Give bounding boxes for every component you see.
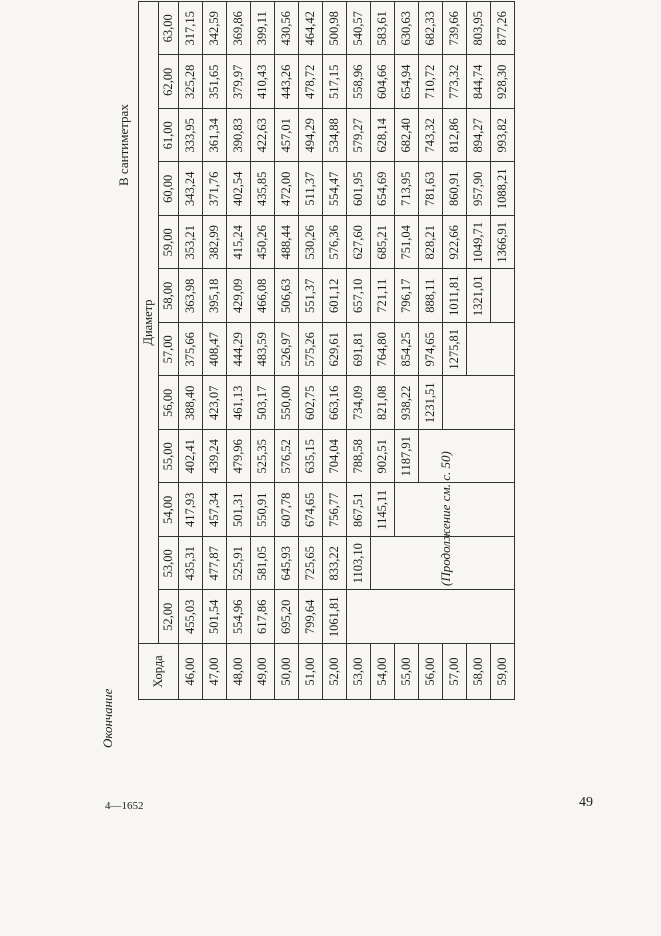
- table-cell: [419, 590, 443, 644]
- diameter-value-header: 58,00: [159, 269, 179, 323]
- table-cell: 1103,10: [347, 537, 371, 591]
- table-cell: 402,54: [227, 162, 251, 216]
- table-cell: 854,25: [395, 323, 419, 377]
- table-cell: 450,26: [251, 216, 275, 270]
- table-cell: 682,40: [395, 109, 419, 163]
- table-cell: 902,51: [371, 430, 395, 484]
- chord-value-cell: 58,00: [467, 644, 491, 700]
- chord-value-cell: 51,00: [299, 644, 323, 700]
- table-cell: 674,65: [299, 483, 323, 537]
- table-cell: 627,60: [347, 216, 371, 270]
- table-cell: 558,96: [347, 55, 371, 109]
- table-cell: 554,47: [323, 162, 347, 216]
- chord-header: Хорда: [139, 644, 179, 700]
- table-cell: 821,08: [371, 376, 395, 430]
- table-cell: 444,29: [227, 323, 251, 377]
- table-cell: 455,03: [179, 590, 203, 644]
- table-cell: 435,85: [251, 162, 275, 216]
- table-cell: 604,66: [371, 55, 395, 109]
- table-cell: 860,91: [443, 162, 467, 216]
- table-cell: 888,11: [419, 269, 443, 323]
- chord-value-cell: 48,00: [227, 644, 251, 700]
- table-cell: 704,04: [323, 430, 347, 484]
- table-row: [371, 2, 395, 700]
- diameter-value-header: 52,00: [159, 590, 179, 644]
- page-number: 49: [579, 795, 593, 810]
- table-cell: 371,76: [203, 162, 227, 216]
- ending-label: Окончание: [100, 688, 115, 748]
- table-cell: 415,24: [227, 216, 251, 270]
- table-cell: 756,77: [323, 483, 347, 537]
- table-cell: 602,75: [299, 376, 323, 430]
- table-cell: 713,95: [395, 162, 419, 216]
- table-cell: [467, 323, 491, 377]
- table-cell: 635,15: [299, 430, 323, 484]
- table-cell: 657,10: [347, 269, 371, 323]
- table-cell: 579,27: [347, 109, 371, 163]
- table-cell: 395,18: [203, 269, 227, 323]
- print-code: 4—1652: [105, 800, 144, 812]
- table-cell: 435,31: [179, 537, 203, 591]
- table-cell: 1275,81: [443, 323, 467, 377]
- table-cell: 457,34: [203, 483, 227, 537]
- table-row: [323, 2, 347, 700]
- table-row: [443, 2, 467, 700]
- table-cell: 764,80: [371, 323, 395, 377]
- table-cell: 993,82: [491, 109, 515, 163]
- table-cell: [491, 430, 515, 484]
- table-cell: 601,12: [323, 269, 347, 323]
- table-cell: [491, 483, 515, 537]
- units-label: В сантиметрах: [116, 104, 131, 186]
- table-cell: 422,63: [251, 109, 275, 163]
- table-cell: 1049,71: [467, 216, 491, 270]
- table-cell: 369,86: [227, 2, 251, 56]
- table-cell: 654,94: [395, 55, 419, 109]
- table-cell: [491, 269, 515, 323]
- diameter-value-header: 59,00: [159, 216, 179, 270]
- chord-value-cell: 59,00: [491, 644, 515, 700]
- table-cell: 410,43: [251, 55, 275, 109]
- table-cell: [467, 376, 491, 430]
- table-cell: 583,61: [371, 2, 395, 56]
- table-cell: 844,74: [467, 55, 491, 109]
- table-cell: 1187,91: [395, 430, 419, 484]
- table-cell: 511,37: [299, 162, 323, 216]
- table-cell: 974,65: [419, 323, 443, 377]
- table-cell: 550,91: [251, 483, 275, 537]
- table-cell: 402,41: [179, 430, 203, 484]
- table-cell: 408,47: [203, 323, 227, 377]
- table-cell: 399,11: [251, 2, 275, 56]
- table-cell: [491, 590, 515, 644]
- table-cell: 601,95: [347, 162, 371, 216]
- table-cell: 617,86: [251, 590, 275, 644]
- table-cell: 812,86: [443, 109, 467, 163]
- table-cell: 461,13: [227, 376, 251, 430]
- table-cell: 721,11: [371, 269, 395, 323]
- table-cell: [467, 537, 491, 591]
- diameter-header: Диаметр: [139, 2, 159, 644]
- table-cell: 472,00: [275, 162, 299, 216]
- diameter-value-header: 57,00: [159, 323, 179, 377]
- table-cell: 526,97: [275, 323, 299, 377]
- table-cell: 685,21: [371, 216, 395, 270]
- table-cell: 1088,21: [491, 162, 515, 216]
- table-cell: 325,28: [179, 55, 203, 109]
- table-cell: 478,72: [299, 55, 323, 109]
- table-cell: 488,44: [275, 216, 299, 270]
- table-cell: 423,07: [203, 376, 227, 430]
- chord-value-cell: 57,00: [443, 644, 467, 700]
- chord-value-cell: 56,00: [419, 644, 443, 700]
- table-cell: 551,37: [299, 269, 323, 323]
- table-cell: 576,52: [275, 430, 299, 484]
- table-cell: 390,83: [227, 109, 251, 163]
- table-cell: 803,95: [467, 2, 491, 56]
- diameter-value-header: 53,00: [159, 537, 179, 591]
- table-cell: 429,09: [227, 269, 251, 323]
- table-cell: 725,65: [299, 537, 323, 591]
- table-cell: [491, 376, 515, 430]
- table-cell: 575,26: [299, 323, 323, 377]
- table-cell: 317,15: [179, 2, 203, 56]
- diameter-value-header: 62,00: [159, 55, 179, 109]
- table-cell: 417,93: [179, 483, 203, 537]
- chord-value-cell: 55,00: [395, 644, 419, 700]
- table-cell: 503,17: [251, 376, 275, 430]
- table-row: [467, 2, 491, 700]
- table-row: [491, 2, 515, 700]
- table-cell: 734,09: [347, 376, 371, 430]
- table-cell: 691,81: [347, 323, 371, 377]
- table-cell: 743,32: [419, 109, 443, 163]
- table-cell: 439,24: [203, 430, 227, 484]
- table-cell: 464,42: [299, 2, 323, 56]
- table-cell: 388,40: [179, 376, 203, 430]
- table-row: [251, 2, 275, 700]
- table-cell: 530,26: [299, 216, 323, 270]
- table-cell: 922,66: [443, 216, 467, 270]
- table-cell: [491, 537, 515, 591]
- table-cell: 654,69: [371, 162, 395, 216]
- table-cell: [491, 323, 515, 377]
- table-cell: 957,90: [467, 162, 491, 216]
- diameter-value-header: 56,00: [159, 376, 179, 430]
- table-cell: 534,88: [323, 109, 347, 163]
- table-cell: 466,08: [251, 269, 275, 323]
- table-row: [395, 2, 419, 700]
- table-cell: 629,61: [323, 323, 347, 377]
- chord-value-cell: 53,00: [347, 644, 371, 700]
- table-cell: [395, 590, 419, 644]
- chord-value-cell: 49,00: [251, 644, 275, 700]
- table-cell: 375,66: [179, 323, 203, 377]
- table-cell: [371, 590, 395, 644]
- table-cell: [371, 537, 395, 591]
- table-cell: 788,58: [347, 430, 371, 484]
- diameter-value-header: 60,00: [159, 162, 179, 216]
- table-cell: 663,16: [323, 376, 347, 430]
- table-cell: 525,91: [227, 537, 251, 591]
- chord-value-cell: 46,00: [179, 644, 203, 700]
- table-cell: [467, 430, 491, 484]
- table-cell: 361,34: [203, 109, 227, 163]
- table-cell: 828,21: [419, 216, 443, 270]
- volume-table: [138, 1, 515, 700]
- table-cell: 353,21: [179, 216, 203, 270]
- table-cell: 479,96: [227, 430, 251, 484]
- table-row: [227, 2, 251, 700]
- table-cell: 796,17: [395, 269, 419, 323]
- table-cell: 1366,91: [491, 216, 515, 270]
- table-cell: 1231,51: [419, 376, 443, 430]
- table-cell: 351,65: [203, 55, 227, 109]
- table-cell: [467, 590, 491, 644]
- table-cell: 751,04: [395, 216, 419, 270]
- table-cell: 494,29: [299, 109, 323, 163]
- table-cell: 506,63: [275, 269, 299, 323]
- table-cell: 645,93: [275, 537, 299, 591]
- diameter-value-header: 61,00: [159, 109, 179, 163]
- table-cell: 550,00: [275, 376, 299, 430]
- table-cell: 333,95: [179, 109, 203, 163]
- table-cell: 443,26: [275, 55, 299, 109]
- table-cell: 343,24: [179, 162, 203, 216]
- table-cell: 430,56: [275, 2, 299, 56]
- table-cell: 477,87: [203, 537, 227, 591]
- chord-value-cell: 54,00: [371, 644, 395, 700]
- table-cell: 682,33: [419, 2, 443, 56]
- table-cell: 1145,11: [371, 483, 395, 537]
- table-cell: 363,98: [179, 269, 203, 323]
- table-row: [299, 2, 323, 700]
- table-cell: [443, 590, 467, 644]
- diameter-value-header: 55,00: [159, 430, 179, 484]
- table-row: [275, 2, 299, 700]
- table-cell: 1011,81: [443, 269, 467, 323]
- table-row: [179, 2, 203, 700]
- table-cell: 877,26: [491, 2, 515, 56]
- table-row: [203, 2, 227, 700]
- table-cell: [443, 376, 467, 430]
- table-cell: 483,59: [251, 323, 275, 377]
- table-cell: [467, 483, 491, 537]
- table-cell: 928,30: [491, 55, 515, 109]
- table-cell: 607,78: [275, 483, 299, 537]
- table-row: [347, 2, 371, 700]
- table-cell: [347, 590, 371, 644]
- table-cell: 576,36: [323, 216, 347, 270]
- table-cell: 739,66: [443, 2, 467, 56]
- table-cell: 379,97: [227, 55, 251, 109]
- table-cell: 867,51: [347, 483, 371, 537]
- table-cell: 710,72: [419, 55, 443, 109]
- table-cell: 781,63: [419, 162, 443, 216]
- table-cell: 540,57: [347, 2, 371, 56]
- table-cell: 1321,01: [467, 269, 491, 323]
- table-cell: 799,64: [299, 590, 323, 644]
- table-cell: 554,96: [227, 590, 251, 644]
- table-cell: 695,20: [275, 590, 299, 644]
- table-cell: 938,22: [395, 376, 419, 430]
- table-cell: 894,27: [467, 109, 491, 163]
- table-cell: 1061,81: [323, 590, 347, 644]
- table-cell: 630,63: [395, 2, 419, 56]
- diameter-value-header: 54,00: [159, 483, 179, 537]
- continuation-note: (Продолжение см. с. 50): [438, 451, 453, 586]
- diameter-value-header: 63,00: [159, 2, 179, 56]
- table-cell: 525,35: [251, 430, 275, 484]
- chord-value-cell: 47,00: [203, 644, 227, 700]
- table-cell: 457,01: [275, 109, 299, 163]
- table-cell: [395, 483, 419, 537]
- table-cell: 501,54: [203, 590, 227, 644]
- table-cell: [395, 537, 419, 591]
- table-cell: 581,05: [251, 537, 275, 591]
- table-cell: 773,32: [443, 55, 467, 109]
- table-cell: 833,22: [323, 537, 347, 591]
- table-cell: 501,31: [227, 483, 251, 537]
- table-cell: 500,98: [323, 2, 347, 56]
- table-cell: 628,14: [371, 109, 395, 163]
- table-cell: 342,59: [203, 2, 227, 56]
- table-row: [419, 2, 443, 700]
- chord-value-cell: 52,00: [323, 644, 347, 700]
- chord-value-cell: 50,00: [275, 644, 299, 700]
- table-cell: 382,99: [203, 216, 227, 270]
- table-cell: 517,15: [323, 55, 347, 109]
